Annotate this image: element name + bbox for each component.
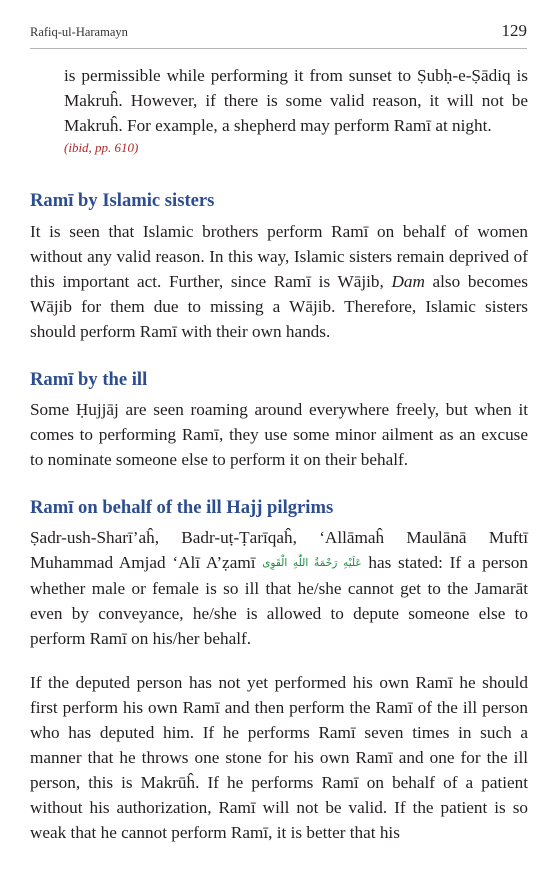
- paragraph-ill: Some Ḥujjāj are seen roaming around everywhere freely, but when it comes to performing Ramī, they use some minor ailment as an excuse to nominate someone else to perform it on their behalf.: [30, 400, 528, 469]
- heading-rami-on-behalf-of-ill-pilgrims: Ramī on behalf of the ill Hajj pilgrims: [30, 497, 334, 518]
- page-body: [30, 63, 528, 845]
- heading-rami-by-islamic-sisters: Ramī by Islamic sisters: [30, 190, 215, 211]
- citation: (ibid, pp. 610): [64, 140, 139, 155]
- paragraph-text: It is seen that Islamic brothers perform Ramī on behalf of women without any valid reason. In this way, Islamic sisters remain deprived of this important act. Further, since Ramī is Wājib,: [30, 222, 528, 291]
- page-number: 129: [501, 21, 527, 40]
- paragraph-ill-pilgrims-2: If the deputed person has not yet performed his own Ramī he should first perform his own Ramī and then perform the Ramī of the ill person who has deputed him. If he performs Ramī seven times in such a manner that he throws one stone for his own Ramī and one for the ill person, this is Makrūĥ. If he performs Ramī on behalf of a patient without his authorization, Ramī will not be valid. If the patient is so weak that he cannot perform Ramī, it is better that his: [30, 673, 528, 842]
- page-header: [30, 18, 527, 49]
- paragraph-text: Ṣadr-ush-Sharī’aĥ, Badr-uṭ-Ṭarīqaĥ, ‘Allāmaĥ Maulānā Muftī Muhammad Amjad ‘Alī A’ẓamī: [30, 528, 528, 572]
- arabic-honorific: عَلَيْهِ رَحْمَةُ اللّٰهِ الْقَوِی: [262, 557, 362, 569]
- heading-rami-by-the-ill: Ramī by the ill: [30, 369, 148, 390]
- intro-paragraph: is permissible while performing it from sunset to Ṣubḥ-e-Ṣādiq is Makruĥ. However, if there is some valid reason, it will not be Makruĥ. For example, a shepherd may perform Ramī at night.: [64, 66, 528, 135]
- paragraph-text: also becomes Wājib for them due to missing a Wājib. Therefore, Islamic sisters should perform Ramī with their own hands.: [30, 272, 528, 341]
- paragraph-ill-pilgrims-1: [30, 525, 528, 651]
- paragraph-text: has stated: If a person whether male or female is so ill that he/she cannot get to the Jamarāt even by conveyance, he/she is allowed to depute someone else to perform Ramī on his/her behalf.: [30, 553, 528, 648]
- paragraph-islamic-sisters: [30, 219, 528, 344]
- running-title: Rafiq-ul-Haramayn: [30, 25, 128, 39]
- emphasis-dam: Dam: [391, 272, 425, 291]
